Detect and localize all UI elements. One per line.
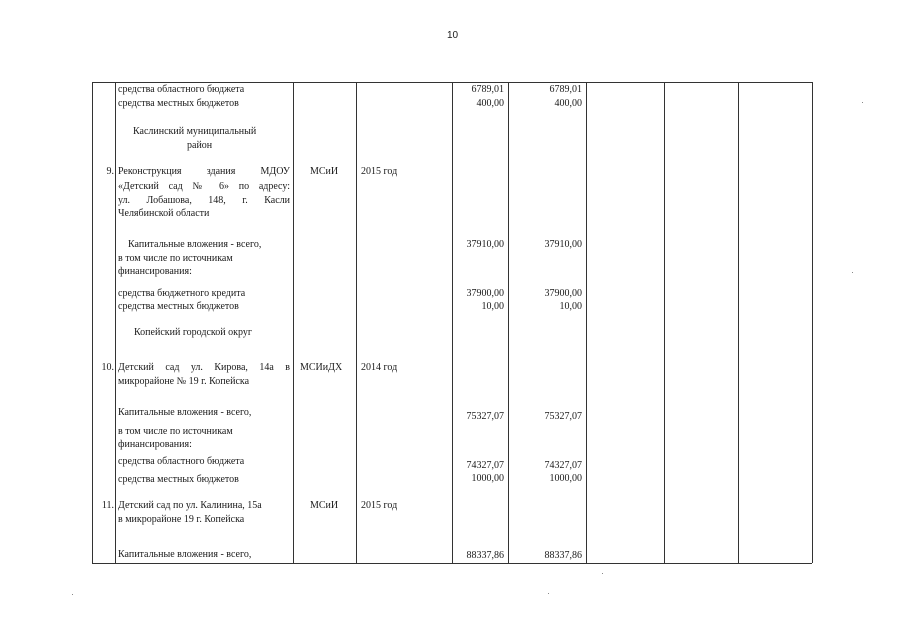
scan-speck: [602, 573, 603, 574]
column-divider: [293, 82, 294, 563]
amount-cell: 37910,00: [466, 239, 504, 250]
amount-cell: 74327,07: [544, 460, 582, 471]
project-name: в микрорайоне 19 г. Копейска: [118, 514, 245, 525]
amount-cell: 400,00: [476, 98, 504, 109]
section-heading: Каслинский муниципальный: [133, 126, 257, 137]
amount-cell: 88337,86: [466, 550, 504, 561]
amount-cell: 74327,07: [466, 460, 504, 471]
project-name: ул. Лобашова, 148, г. Касли: [118, 195, 290, 206]
column-divider: [664, 82, 665, 563]
row-label: в том числе по источникам: [118, 426, 233, 437]
project-name: микрорайоне № 19 г. Копейска: [118, 376, 250, 387]
amount-cell: 10,00: [559, 301, 582, 312]
executor-cell: МСиИ: [310, 166, 339, 177]
executor-cell: МСИиДХ: [300, 362, 343, 373]
amount-cell: 37910,00: [544, 239, 582, 250]
column-divider: [508, 82, 509, 563]
amount-cell: 400,00: [554, 98, 582, 109]
row-label: средства местных бюджетов: [118, 474, 239, 485]
table-border-left: [92, 82, 93, 563]
scan-speck: [852, 272, 853, 273]
row-label: Капитальные вложения - всего,: [128, 239, 262, 250]
amount-cell: 1000,00: [471, 473, 504, 484]
row-label: Капитальные вложения - всего,: [118, 407, 252, 418]
amount-cell: 75327,07: [544, 411, 582, 422]
year-cell: 2015 год: [361, 166, 398, 177]
section-heading: Копейский городской округ: [134, 327, 252, 338]
row-number: 10.: [101, 362, 114, 373]
amount-cell: 6789,01: [471, 84, 504, 95]
page-number: 10: [447, 30, 459, 41]
amount-cell: 88337,86: [544, 550, 582, 561]
row-label: средства областного бюджета: [118, 456, 245, 467]
column-divider: [738, 82, 739, 563]
column-divider: [452, 82, 453, 563]
table-border-bottom: [92, 563, 812, 564]
scan-speck: [548, 593, 549, 594]
year-cell: 2015 год: [361, 500, 398, 511]
amount-cell: 75327,07: [466, 411, 504, 422]
row-label: средства местных бюджетов: [118, 301, 239, 312]
project-name: «Детский сад № 6» по адресу:: [118, 181, 290, 192]
amount-cell: 1000,00: [549, 473, 582, 484]
section-heading: район: [187, 140, 213, 151]
row-number: 11.: [101, 500, 114, 511]
year-cell: 2014 год: [361, 362, 398, 373]
amount-cell: 37900,00: [544, 288, 582, 299]
row-label: в том числе по источникам: [118, 253, 233, 264]
column-divider: [586, 82, 587, 563]
project-name: Детский сад по ул. Калинина, 15а: [118, 500, 262, 511]
scan-speck: [72, 594, 73, 595]
row-number: 9.: [106, 166, 114, 177]
row-label: средства бюджетного кредита: [118, 288, 246, 299]
project-name: Челябинской области: [118, 208, 210, 219]
executor-cell: МСиИ: [310, 500, 339, 511]
scan-speck: [862, 102, 863, 103]
row-label: средства местных бюджетов: [118, 98, 239, 109]
project-name: Детский сад ул. Кирова, 14а в: [118, 362, 290, 373]
amount-cell: 6789,01: [549, 84, 582, 95]
row-label: Капитальные вложения - всего,: [118, 549, 252, 560]
row-label: финансирования:: [118, 439, 192, 450]
amount-cell: 10,00: [481, 301, 504, 312]
row-label: средства областного бюджета: [118, 84, 245, 95]
project-name: Реконструкция здания МДОУ: [118, 166, 290, 177]
amount-cell: 37900,00: [466, 288, 504, 299]
table-border-right: [812, 82, 813, 563]
column-divider: [356, 82, 357, 563]
column-divider: [115, 82, 116, 563]
row-label: финансирования:: [118, 266, 192, 277]
